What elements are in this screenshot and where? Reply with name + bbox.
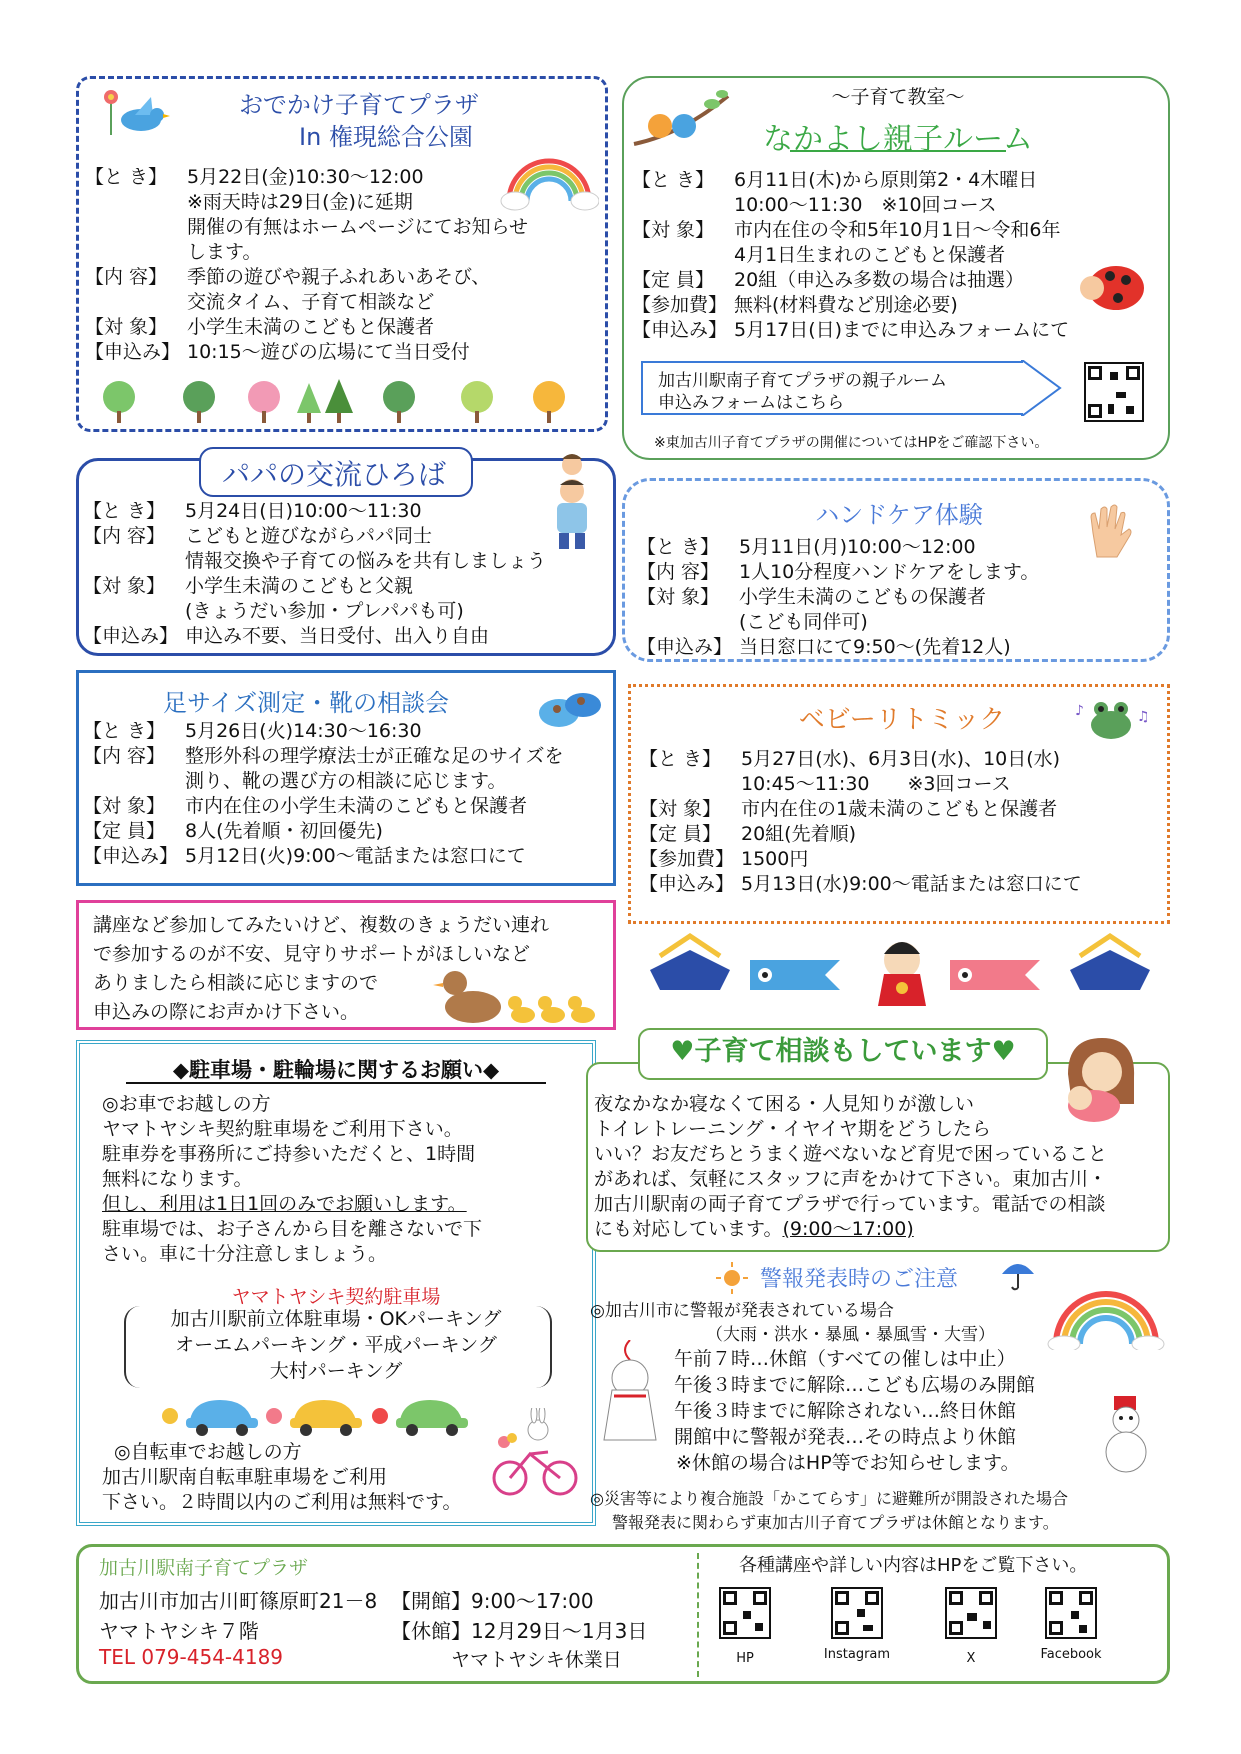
row-value: 10:15～遊びの広場にて当日受付: [187, 341, 470, 363]
odekake-row: [85, 240, 528, 265]
support-line: 申込みの際にお声かけ下さい。: [93, 1001, 360, 1023]
open-hours: 【開館】9:00～17:00: [391, 1589, 594, 1613]
ashi-box: [76, 670, 616, 886]
lots-list: [80, 1306, 592, 1384]
soudan-line: いい？お友だちとうまく遊べないなど育児で困っていること: [594, 1143, 1108, 1165]
umbrella-icon: [1000, 1258, 1036, 1292]
ashi-row: [83, 794, 563, 819]
row-label: 【対 象】: [85, 316, 168, 338]
support-line: ありましたら相談に応じますので: [93, 972, 379, 994]
soudan-line: にも対応しています。: [594, 1218, 783, 1240]
row-value: 5月13日(水)9:00～電話または窓口にて: [741, 873, 1082, 895]
row-value: 5月26日(火)14:30～16:30: [185, 720, 422, 742]
row-label: [85, 290, 187, 315]
bike-info: [102, 1440, 461, 1515]
row-value: 5月24日(日)10:00～11:30: [185, 500, 422, 522]
odekake-box: [76, 76, 608, 432]
row-label: 【対 象】: [639, 798, 722, 820]
warning-item: 開館中に警報が発表…その時点より休館: [674, 1426, 1017, 1448]
car-heading: ◎お車でお越しの方: [102, 1093, 271, 1115]
mother-baby-icon: [1048, 1034, 1148, 1124]
row-label: [85, 190, 187, 215]
nakayoshi-row: [632, 193, 1069, 218]
row-value: ※雨天時は29日(金)に延期: [187, 191, 413, 213]
nakayoshi-title: なかよし親子ルーム: [763, 122, 1033, 157]
row-label: 【と き】: [639, 748, 722, 770]
row-value: 季節の遊びや親子ふれあいあそび、: [187, 266, 491, 288]
row-label: 【定 員】: [632, 269, 715, 291]
row-value: 5月22日(金)10:30～12:00: [187, 166, 424, 188]
instagram-qr-label: Instagram: [823, 1647, 891, 1662]
footer-box: [76, 1544, 1170, 1684]
rhythm-title: ベビーリトミック: [798, 705, 1006, 735]
row-value: 5月12日(火)9:00～電話または窓口にて: [185, 845, 526, 867]
row-label: 【定 員】: [639, 823, 722, 845]
svg-text:♫: ♫: [1137, 709, 1150, 725]
facility-tel[interactable]: TEL 079-454-4189: [99, 1645, 284, 1669]
car-info: [102, 1092, 482, 1267]
closed-days: 【休館】12月29日～1月3日: [391, 1619, 648, 1643]
row-value: 10:00～11:30 ※10回コース: [734, 194, 997, 216]
warning-item: 午後３時までに解除されない…終日休館: [674, 1400, 1017, 1422]
bike-line: 加古川駅南自転車駐車場をご利用: [102, 1466, 388, 1488]
handcare-row: [637, 635, 1039, 660]
row-label: [83, 769, 185, 794]
disaster-note-2: 警報発表に関わらず東加古川子育てプラザは休館となります。: [612, 1513, 1059, 1532]
row-value: 小学生未満のこどもと父親: [185, 575, 414, 597]
row-label: 【と き】: [83, 500, 166, 522]
row-label: 【申込み】: [83, 845, 179, 867]
row-label: 【と き】: [85, 166, 168, 188]
row-value: 当日窓口にて9:50～(先着12人): [739, 636, 1011, 658]
row-value: 20組(先着順): [741, 823, 857, 845]
rhythm-row: [639, 747, 1082, 772]
hp-qr-label: HP: [736, 1651, 754, 1666]
row-value: 20組（申込み多数の場合は抽選）: [734, 269, 1025, 291]
nakayoshi-row: [632, 293, 1069, 318]
form-qr-code[interactable]: [1084, 362, 1144, 422]
row-label: 【申込み】: [637, 636, 733, 658]
rhythm-row: [639, 797, 1082, 822]
car-underline: 但し、利用は1日1回のみでお願いします。: [102, 1193, 467, 1215]
cars-flowers-illustration: [160, 1390, 540, 1436]
parking-lot: 大村パーキング: [269, 1360, 403, 1382]
warning-kinds: （大雨・洪水・暴風・暴風雪・大雪）: [706, 1325, 995, 1345]
nakayoshi-row: [632, 243, 1069, 268]
row-value: 6月11日(木)から原則第2・4木曜日: [734, 169, 1038, 191]
support-line: 講座など参加してみたいけど、複数のきょうだい連れ: [93, 914, 550, 936]
car-line: ヤマトヤシキ契約駐車場をご利用下さい。: [102, 1118, 463, 1140]
row-label: 【内 容】: [637, 561, 720, 583]
odekake-row: [85, 315, 528, 340]
odekake-row: [85, 215, 528, 240]
x-qr-code[interactable]: [945, 1587, 997, 1639]
row-value: 市内在住の1歳未満のこどもと保護者: [741, 798, 1058, 820]
soudan-text: [594, 1092, 1107, 1242]
frog-music-icon: [1071, 695, 1151, 743]
papa-details: [83, 499, 546, 649]
ashi-row: [83, 844, 563, 869]
row-value: 交流タイム、子育て相談など: [187, 291, 435, 313]
ladybug-icon: [1078, 258, 1148, 314]
facility-address: 加古川市加古川町篠原町21－8: [99, 1589, 378, 1613]
parking-lot: オーエムパーキング・平成パーキング: [175, 1334, 497, 1356]
row-value: 5月17日(日)までに申込みフォームにて: [734, 319, 1070, 341]
soudan-title: ♥子育て相談もしています♥: [638, 1028, 1048, 1080]
rhythm-row: [639, 847, 1082, 872]
row-label: 【申込み】: [632, 319, 728, 341]
warning-title: 警報発表時のご注意: [760, 1267, 959, 1292]
rhythm-row: [639, 872, 1082, 897]
row-value: 10:45～11:30 ※3回コース: [741, 773, 1011, 795]
ashi-title: 足サイズ測定・靴の相談会: [163, 689, 450, 717]
parking-title: ◆駐車場・駐輪場に関するお願い◆: [172, 1058, 500, 1082]
row-label: [85, 215, 187, 240]
instagram-qr-code[interactable]: [831, 1587, 883, 1639]
row-label: [637, 610, 739, 635]
hp-qr-code[interactable]: [719, 1587, 771, 1639]
handcare-row: [637, 535, 1039, 560]
row-label: 【内 容】: [85, 266, 168, 288]
nakayoshi-row: [632, 318, 1069, 343]
svg-text:♪: ♪: [1075, 703, 1084, 719]
form-link-text-1[interactable]: 加古川駅南子育てプラザの親子ルーム: [658, 371, 947, 391]
facility-floor: ヤマトヤシキ７階: [99, 1619, 259, 1643]
row-value: 測り、靴の選び方の相談に応じます。: [185, 770, 507, 792]
handcare-box: [622, 478, 1170, 662]
soudan-line: 夜なかなか寝なくて困る・人見知りが激しい: [594, 1093, 975, 1115]
facebook-qr-code[interactable]: [1045, 1587, 1097, 1639]
papa-box: [76, 458, 616, 656]
row-label: 【と き】: [637, 536, 720, 558]
row-label: 【と き】: [83, 720, 166, 742]
row-label: 【対 象】: [83, 575, 166, 597]
soudan-line: 加古川駅南の両子育てプラザで行っています。電話での相談: [594, 1193, 1106, 1215]
row-value: します。: [187, 241, 262, 263]
support-line: で参加するのが不安、見守りサポートがほしいなど: [93, 943, 531, 965]
nakayoshi-subtitle: ～子育て教室～: [831, 86, 965, 108]
odekake-row: [85, 165, 528, 190]
row-value: (きょうだい参加・プレパパも可): [185, 600, 464, 622]
warning-items: [674, 1346, 1035, 1476]
childrens-day-illustration: [640, 930, 1160, 1010]
rhythm-row: [639, 772, 1082, 797]
lots-title: ヤマトヤシキ契約駐車場: [231, 1286, 441, 1308]
odekake-title-1: おでかけ子育てプラザ: [239, 91, 479, 119]
row-label: 【申込み】: [639, 873, 735, 895]
row-label: 【参加費】: [639, 848, 735, 870]
bird-flower-icon: [91, 85, 171, 145]
nakayoshi-note: ※東加古川子育てプラザの開催についてはHPをご確認下さい。: [654, 435, 1049, 451]
ashi-row: [83, 719, 563, 744]
row-value: 市内在住の令和5年10月1日～令和6年: [734, 219, 1061, 241]
hand-icon: [1085, 503, 1135, 559]
parking-lot: 加古川駅前立体駐車場・OKパーキング: [170, 1308, 502, 1330]
row-value: 開催の有無はホームページにてお知らせ: [187, 216, 529, 238]
odekake-row: [85, 265, 528, 290]
facebook-qr-label: Facebook: [1040, 1647, 1102, 1662]
row-value: 市内在住の小学生未満のこどもと保護者: [185, 795, 528, 817]
papa-row: [83, 549, 546, 574]
row-label: [632, 243, 734, 268]
nakayoshi-box: [622, 76, 1170, 460]
row-value: 5月27日(水)、6月3日(水)、10日(水): [741, 748, 1061, 770]
teru-teru-bozu-icon: [600, 1340, 660, 1450]
row-label: 【参加費】: [632, 294, 728, 316]
row-value: 8人(先着順・初回優先): [185, 820, 383, 842]
soudan-line: があれば、気軽にスタッフに声をかけて下さい。東加古川・: [594, 1168, 1108, 1190]
facility-name: 加古川駅南子育てプラザ: [99, 1557, 309, 1579]
hp-note: 各種講座や詳しい内容はHPをご覧下さい。: [739, 1555, 1088, 1576]
rhythm-row: [639, 822, 1082, 847]
row-value: 5月11日(月)10:00～12:00: [739, 536, 976, 558]
row-label: 【対 象】: [83, 795, 166, 817]
closed-days-2: ヤマトヤシキ休業日: [451, 1649, 622, 1671]
row-value: 1500円: [741, 848, 809, 870]
nakayoshi-row: [632, 218, 1069, 243]
row-value: こどもと遊びながらパパ同士: [185, 525, 433, 547]
nakayoshi-row: [632, 168, 1069, 193]
row-value: 申込み不要、当日受付、出入り自由: [185, 625, 490, 647]
form-link-text-2[interactable]: 申込みフォームはこちら: [658, 393, 845, 413]
warning-item: 午後３時までに解除…こども広場のみ開館: [674, 1374, 1036, 1396]
row-label: 【内 容】: [83, 745, 166, 767]
warning-item: 午前７時…休館（すべての催しは中止）: [674, 1348, 1016, 1370]
car-line: 駐車場では、お子さんから目を離さないで下: [102, 1218, 483, 1240]
bike-line: 下さい。２時間以内のご利用は無料です。: [102, 1491, 462, 1513]
row-label: [85, 240, 187, 265]
row-label: 【と き】: [632, 169, 715, 191]
car-line: 駐車券を事務所にご持参いただくと、1時間: [102, 1143, 476, 1165]
handcare-title: ハンドケア体験: [815, 501, 983, 529]
odekake-title-2: In 権現総合公園: [299, 123, 473, 151]
row-label: [632, 193, 734, 218]
support-box: [76, 900, 616, 1030]
papa-row: [83, 524, 546, 549]
papa-title: パパの交流ひろば: [221, 458, 446, 491]
nakayoshi-row: [632, 268, 1069, 293]
handcare-row: [637, 610, 1039, 635]
bunny-bicycle-icon: [490, 1408, 580, 1498]
ashi-row: [83, 819, 563, 844]
rhythm-details: [639, 747, 1082, 897]
row-value: 整形外科の理学療法士が正確な足のサイズを: [185, 745, 564, 767]
row-value: 無料(材料費など別途必要): [734, 294, 958, 316]
snowman-icon: [1096, 1394, 1156, 1474]
dad-child-icon: [537, 451, 607, 551]
row-value: 小学生未満のこどもと保護者: [187, 316, 435, 338]
row-value: 4月1日生まれのこどもと保護者: [734, 244, 1006, 266]
odekake-row: [85, 340, 528, 365]
odekake-details: [85, 165, 528, 365]
papa-row: [83, 599, 546, 624]
row-label: [83, 599, 185, 624]
nakayoshi-details: [632, 168, 1069, 343]
row-label: [83, 549, 185, 574]
row-label: 【申込み】: [83, 625, 179, 647]
handcare-row: [637, 560, 1039, 585]
rainbow-icon-2: [1046, 1290, 1166, 1350]
car-line: さい。車に十分注意しましょう。: [102, 1243, 388, 1265]
papa-row: [83, 574, 546, 599]
footer-divider: [697, 1553, 699, 1677]
soudan-hours: (9:00～17:00): [782, 1218, 914, 1240]
warning-item: ※休館の場合はHP等でお知らせします。: [676, 1452, 1020, 1474]
rhythm-box: [628, 684, 1170, 924]
row-label: 【対 象】: [637, 586, 720, 608]
row-label: 【対 象】: [632, 219, 715, 241]
odekake-row: [85, 190, 528, 215]
papa-row: [83, 499, 546, 524]
row-label: 【定 員】: [83, 820, 166, 842]
row-value: 情報交換や子育ての悩みを共有しましょう: [185, 550, 547, 572]
row-label: 【内 容】: [83, 525, 166, 547]
bike-heading: ◎自転車でお越しの方: [114, 1441, 302, 1463]
row-label: 【申込み】: [85, 341, 181, 363]
parking-box: [76, 1040, 596, 1526]
sun-icon: [716, 1262, 748, 1294]
ashi-row: [83, 744, 563, 769]
odekake-row: [85, 290, 528, 315]
disaster-note-1: ◎災害等により複合施設「かこてらす」に避難所が開設された場合: [590, 1489, 1068, 1508]
trees-illustration: [99, 379, 589, 425]
papa-row: [83, 624, 546, 649]
ashi-details: [83, 719, 563, 869]
ashi-row: [83, 769, 563, 794]
car-line: 無料になります。: [102, 1168, 253, 1190]
row-label: [639, 772, 741, 797]
row-value: 小学生未満のこどもの保護者: [739, 586, 987, 608]
row-value: 1人10分程度ハンドケアをします。: [739, 561, 1040, 583]
handcare-row: [637, 585, 1039, 610]
handcare-details: [637, 535, 1039, 660]
soudan-line: トイレトレーニング・イヤイヤ期をどうしたら: [594, 1118, 991, 1140]
warning-intro: ◎加古川市に警報が発表されている場合: [590, 1301, 894, 1321]
duck-family-icon: [433, 963, 609, 1029]
x-qr-label: X: [966, 1651, 976, 1666]
row-value: (こども同伴可): [739, 611, 868, 633]
